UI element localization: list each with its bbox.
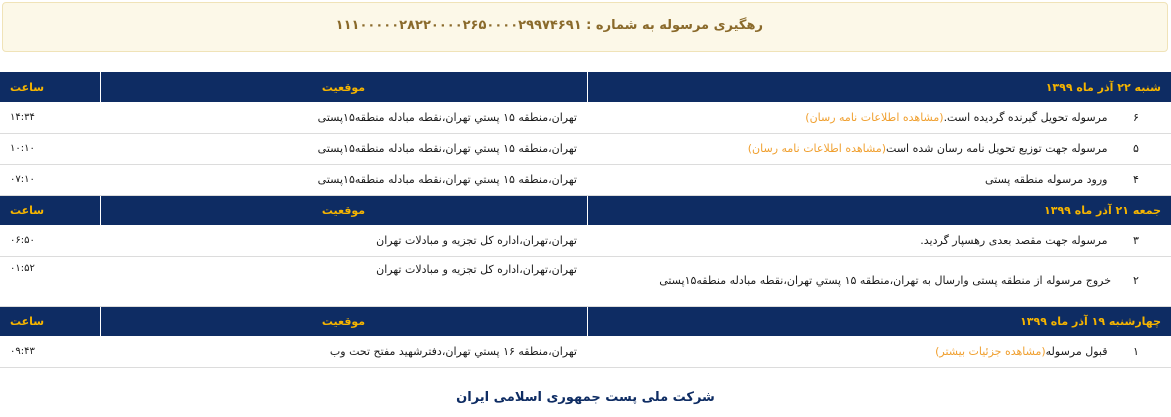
- row-location: تهران،منطقه ۱۵ پستي تهران،نقطه مبادله منطقه۱۵پستی: [100, 133, 587, 164]
- row-description: مرسوله تحویل گیرنده گردیده است.: [943, 110, 1108, 124]
- table-row: [0, 133, 1171, 164]
- table-row: [0, 225, 1171, 256]
- view-postman-info-link[interactable]: (مشاهده اطلاعات نامه رسان): [747, 142, 887, 155]
- row-location: تهران،تهران،اداره کل تجزیه و مبادلات تهران: [100, 256, 587, 306]
- location-header: موقعیت: [100, 306, 587, 336]
- footer-company-name: شرکت ملی پست جمهوری اسلامی ایران: [456, 390, 715, 405]
- view-more-details-link[interactable]: (مشاهده جزئیات بیشتر): [935, 344, 1046, 358]
- row-number: ۳: [1133, 233, 1139, 247]
- row-location: تهران،منطقه ۱۶ پستي تهران،دفترشهید مفتح تحت وب: [100, 336, 587, 367]
- location-header: موقعیت: [100, 195, 587, 225]
- row-description: مرسوله جهت توزیع تحویل نامه رسان شده است: [886, 142, 1108, 155]
- time-header: ساعت: [10, 203, 45, 217]
- tracking-table: [0, 72, 1171, 368]
- time-header: ساعت: [10, 314, 45, 328]
- row-time: ۱۴:۳۴: [0, 102, 100, 133]
- row-description: ورود مرسوله منطقه پستی: [985, 173, 1108, 186]
- table-row: [0, 336, 1171, 367]
- row-number: ۶: [1133, 110, 1139, 124]
- tracking-banner: [2, 2, 1168, 52]
- row-location: تهران،تهران،اداره کل تجزیه و مبادلات تهران: [100, 225, 587, 256]
- group-date: شنبه ۲۲ آذر ماه ۱۳۹۹: [587, 72, 1171, 102]
- row-location: تهران،منطقه ۱۵ پستي تهران،نقطه مبادله منطقه۱۵پستی: [100, 102, 587, 133]
- table-row: [0, 164, 1171, 195]
- row-location: تهران،منطقه ۱۵ پستي تهران،نقطه مبادله منطقه۱۵پستی: [100, 164, 587, 195]
- location-header: موقعیت: [100, 72, 587, 102]
- group-date: چهارشنبه ۱۹ آذر ماه ۱۳۹۹: [587, 306, 1171, 336]
- group-header: [0, 72, 1171, 102]
- row-description: خروج مرسوله از منطقه پستی وارسال به تهران،منطقه ۱۵ پستي تهران،نقطه مبادله منطقه۱۵پستی: [659, 274, 1111, 287]
- row-description: قبول مرسوله: [1045, 344, 1108, 358]
- tracking-title: رهگیری مرسوله به شماره : ۱۱۱۰۰۰۰۰۲۸۲۲۰۰۰۰۲۶۵۰۰۰۰۲۹۹۷۴۶۹۱: [335, 18, 763, 33]
- row-time: ۰۶:۵۰: [0, 225, 100, 256]
- row-number: ۴: [1133, 173, 1139, 186]
- table-row: [0, 102, 1171, 133]
- group-date: جمعه ۲۱ آذر ماه ۱۳۹۹: [587, 195, 1171, 225]
- group-header: [0, 195, 1171, 225]
- row-number: ۱: [1133, 344, 1139, 358]
- row-number: ۲: [1133, 274, 1139, 287]
- row-time: ۰۹:۴۳: [0, 336, 100, 367]
- view-postman-info-link[interactable]: (مشاهده اطلاعات نامه رسان): [805, 110, 944, 124]
- row-number: ۵: [1133, 142, 1139, 155]
- table-row: [0, 256, 1171, 306]
- row-time: ۰۷:۱۰: [0, 164, 100, 195]
- row-time: ۰۱:۵۲: [0, 256, 100, 306]
- row-description: مرسوله جهت مقصد بعدی رهسپار گردید.: [920, 233, 1108, 247]
- time-header: ساعت: [10, 80, 45, 94]
- group-header: [0, 306, 1171, 336]
- row-time: ۱۰:۱۰: [0, 133, 100, 164]
